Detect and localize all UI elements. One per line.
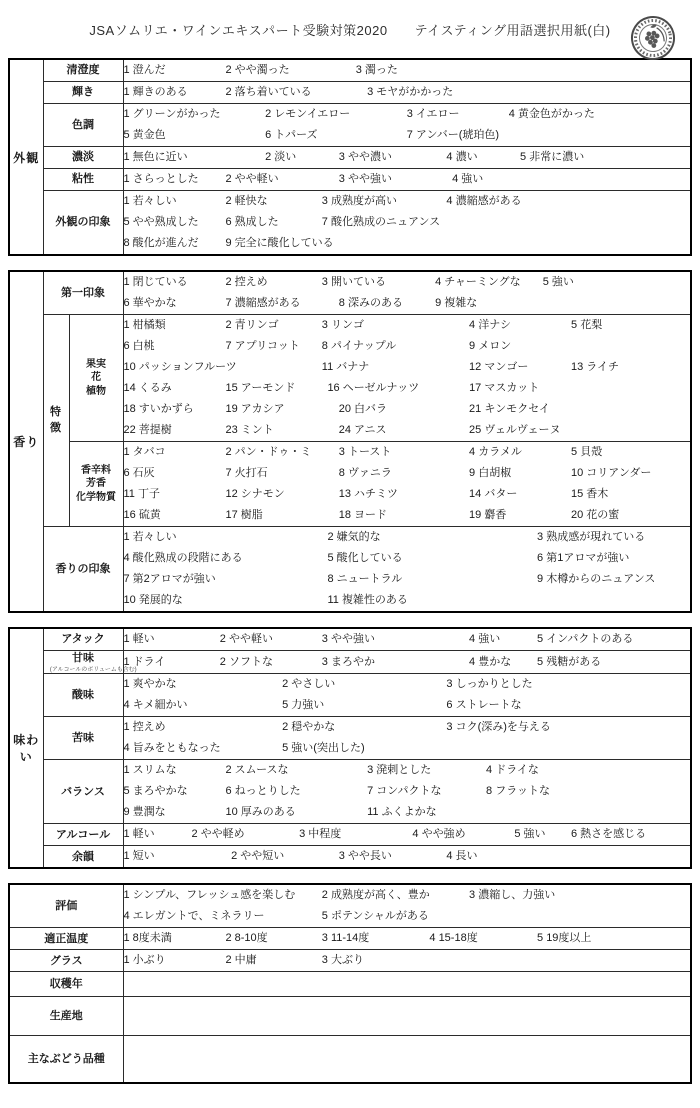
option-line (124, 695, 691, 716)
row-label (43, 147, 123, 169)
option-line (124, 315, 691, 336)
table-row (9, 191, 691, 256)
option-line (124, 212, 691, 233)
row-label (43, 527, 123, 613)
term-option[interactable]: 3 やや長い (338, 850, 392, 863)
term-option[interactable]: 5 貝殻 (571, 446, 603, 458)
row-label-text: 主なぶどう品種 (27, 1053, 105, 1066)
term-option[interactable]: 5 力強い (282, 699, 325, 712)
term-option[interactable]: 9 豊潤な (123, 806, 166, 819)
term-option[interactable]: 1 軽い (123, 828, 155, 841)
row-label-text: 清澄度 (66, 64, 100, 77)
row-label (43, 760, 123, 824)
options-cell (123, 271, 691, 315)
row-label-text: 外観の印象 (55, 216, 111, 229)
term-option[interactable]: 5 花梨 (571, 319, 603, 331)
term-option[interactable]: 17 樹脂 (225, 509, 263, 521)
term-option[interactable]: 19 アカシア (225, 403, 285, 415)
blank-write-in-field[interactable] (123, 997, 691, 1036)
term-option[interactable]: 5 まろやかな (123, 785, 188, 798)
term-option[interactable]: 5 やや熟成した (123, 216, 199, 228)
term-option[interactable]: 1 澄んだ (123, 64, 166, 76)
row-label-text: 酸味 (72, 689, 94, 702)
term-option[interactable]: 3 11-14度 (321, 932, 370, 945)
term-option[interactable]: 3 コク(深み)を与える (446, 721, 551, 734)
option-line (124, 125, 691, 146)
term-option[interactable]: 2 やや軽い (219, 633, 273, 645)
term-option[interactable]: 23 ミント (225, 424, 274, 436)
term-option[interactable]: 8 酸化が進んだ (123, 237, 199, 249)
term-option[interactable]: 2 ソフトな (219, 655, 273, 668)
options-cell (123, 527, 691, 613)
term-option[interactable]: 11 丁子 (123, 488, 160, 500)
term-option[interactable]: 2 やさしい (282, 678, 336, 691)
option-line (124, 629, 691, 650)
term-option[interactable]: 10 発展的な (123, 594, 183, 606)
option-line (124, 950, 691, 971)
table-row (9, 950, 691, 972)
table-row (9, 846, 691, 869)
sub-row-label: 香辛料 芳香 化学物質 (69, 442, 123, 527)
option-line (124, 442, 691, 463)
option-line (124, 463, 691, 484)
term-option[interactable]: 8 ニュートラル (327, 573, 403, 585)
taste-table (8, 627, 692, 869)
term-option[interactable]: 1 ドライ (123, 655, 166, 668)
term-option[interactable]: 2 控えめ (225, 276, 268, 288)
term-option[interactable]: 11 ふくよかな (367, 806, 437, 819)
term-option[interactable]: 16 硫黄 (123, 509, 161, 521)
term-option[interactable]: 7 濃縮感がある (225, 297, 301, 309)
row-label-text: アルコール (55, 828, 111, 841)
term-option[interactable]: 4 カラメル (469, 446, 522, 458)
row-label-text: 粘性 (72, 173, 94, 186)
term-option[interactable]: 1 無色に近い (123, 151, 188, 163)
table-row (9, 104, 691, 147)
options-cell (123, 169, 691, 191)
option-line (124, 293, 691, 314)
option-line (124, 846, 691, 867)
table-row (9, 972, 691, 997)
term-option[interactable]: 7 アプリコット (225, 340, 300, 352)
option-line (124, 399, 691, 420)
table-row (9, 628, 691, 651)
term-option[interactable]: 1 グリーンがかった (123, 108, 221, 120)
term-option[interactable]: 25 ヴェルヴェーヌ (469, 424, 561, 436)
term-option[interactable]: 2 やや短い (231, 850, 285, 863)
row-label (43, 824, 123, 846)
term-option[interactable]: 6 ストレートな (446, 699, 522, 712)
options-cell (123, 674, 691, 717)
row-label (43, 191, 123, 256)
term-option[interactable]: 6 トパーズ (265, 129, 318, 141)
term-option[interactable]: 11 複雑性のある (327, 594, 408, 606)
term-option[interactable]: 12 シナモン (225, 488, 285, 500)
term-option[interactable]: 6 石灰 (123, 467, 155, 479)
term-option[interactable]: 9 メロン (469, 340, 512, 352)
term-option[interactable]: 8 フラットな (486, 785, 551, 798)
academy-seal-logo (628, 12, 678, 64)
table-row (9, 674, 691, 717)
term-option[interactable]: 17 マスカット (469, 382, 540, 394)
option-line (124, 885, 691, 906)
term-option[interactable]: 24 アニス (338, 424, 387, 436)
table-row (9, 169, 691, 191)
term-option[interactable]: 6 白桃 (123, 340, 155, 352)
option-line (124, 569, 691, 590)
term-option[interactable]: 9 白胡椒 (469, 467, 512, 479)
row-label-note: (アルコールのボリュームも含む) (49, 666, 137, 673)
row-label (43, 59, 123, 82)
row-label-text: 第一印象 (61, 286, 105, 299)
term-option[interactable]: 10 厚みのある (225, 806, 296, 819)
option-line (124, 336, 691, 357)
sheet-header (0, 12, 700, 58)
option-line (124, 378, 691, 399)
term-option[interactable]: 20 白バラ (338, 403, 388, 415)
table-row (9, 928, 691, 950)
term-option[interactable]: 6 熟成した (225, 216, 279, 228)
term-option[interactable]: 3 大ぶり (321, 954, 364, 967)
term-option[interactable]: 12 マンゴー (469, 361, 529, 373)
row-label-text: 適正温度 (44, 932, 89, 945)
term-option[interactable]: 3 成熟度が高い (321, 195, 397, 207)
row-label (9, 928, 123, 950)
table-row (9, 271, 691, 315)
option-line (124, 233, 691, 254)
term-option[interactable]: 1 シンプル、フレッシュ感を楽しむ (123, 889, 296, 902)
term-option[interactable]: 2 8-10度 (225, 932, 268, 945)
option-line (124, 420, 691, 441)
term-option[interactable]: 1 タバコ (123, 446, 166, 458)
table-row (9, 315, 691, 442)
term-option[interactable]: 4 強い (469, 633, 501, 645)
term-option[interactable]: 6 熱さを感じる (571, 828, 647, 841)
term-option[interactable]: 2 中庸 (225, 954, 257, 967)
options-cell (123, 651, 691, 674)
row-label (9, 1036, 123, 1084)
term-option[interactable]: 5 19度以上 (537, 932, 592, 945)
row-label-text: 収穫年 (49, 978, 83, 991)
term-option[interactable]: 13 ハチミツ (338, 488, 399, 500)
term-option[interactable]: 8 深みのある (338, 297, 403, 309)
row-label (43, 628, 123, 651)
term-option[interactable]: 3 中程度 (299, 828, 342, 841)
term-option[interactable]: 3 リンゴ (321, 319, 364, 331)
term-option[interactable]: 4 濃い (446, 151, 478, 163)
option-line (124, 674, 691, 695)
term-option[interactable]: 2 嫌気的な (327, 531, 381, 543)
option-line (124, 60, 691, 81)
option-line (124, 104, 691, 125)
row-label (43, 169, 123, 191)
term-option[interactable]: 1 さらっとした (123, 173, 199, 185)
term-option[interactable]: 3 まろやか (321, 655, 375, 668)
page-title: JSAソムリエ・ワインエキスパート受験対策2020 テイスティング用語選択用紙(白) (89, 23, 611, 38)
table-row (9, 717, 691, 760)
term-option[interactable]: 1 閉じている (123, 276, 188, 288)
conclusion-table (8, 883, 692, 1084)
option-line (124, 191, 691, 212)
table-row (9, 760, 691, 824)
term-option[interactable]: 1 8度未満 (123, 932, 172, 945)
term-option[interactable]: 2 レモンイエロー (265, 108, 351, 120)
row-label-text: 濃淡 (72, 151, 94, 164)
options-cell (123, 82, 691, 104)
option-line (124, 781, 691, 802)
row-label-text: アタック (61, 633, 105, 646)
option-line (124, 505, 691, 526)
table-row (9, 884, 691, 928)
option-line (124, 802, 691, 823)
term-option[interactable]: 19 麝香 (469, 509, 507, 521)
option-line (124, 590, 691, 611)
term-option[interactable]: 5 インパクトのある (537, 633, 634, 645)
term-option[interactable]: 3 モヤがかかった (367, 86, 454, 98)
section-label: 外観 (9, 59, 43, 255)
term-option[interactable]: 7 火打石 (225, 467, 268, 479)
term-option[interactable]: 4 やや強め (412, 828, 466, 841)
appearance-table (8, 58, 692, 256)
term-option[interactable]: 7 コンパクトな (367, 785, 442, 798)
term-option[interactable]: 1 柑橘類 (123, 319, 166, 331)
option-line (124, 82, 691, 103)
row-label (9, 884, 123, 928)
term-option[interactable]: 1 小ぶり (123, 954, 166, 967)
term-option[interactable]: 7 アンバー(琥珀色) (406, 129, 500, 141)
term-option[interactable]: 3 やや強い (321, 633, 375, 645)
term-option[interactable]: 10 パッションフルーツ (123, 361, 237, 373)
table-row (9, 651, 691, 674)
row-label-text: 香りの印象 (55, 562, 111, 575)
option-line (124, 652, 691, 673)
term-option[interactable]: 11 バナナ (321, 361, 370, 373)
term-option[interactable]: 4 長い (446, 850, 478, 863)
term-option[interactable]: 15 アーモンド (225, 382, 296, 394)
options-cell (123, 315, 691, 442)
sub-row-label: 果実 花 植物 (69, 315, 123, 442)
term-option[interactable]: 3 やや強い (338, 173, 392, 185)
option-line (124, 738, 691, 759)
term-option[interactable]: 4 旨みをともなった (123, 742, 221, 755)
term-option[interactable]: 9 木樽からのニュアンス (537, 573, 656, 585)
options-cell (123, 928, 691, 950)
term-option[interactable]: 1 若々しい (123, 531, 177, 543)
table-row (9, 147, 691, 169)
term-option[interactable]: 6 第1アロマが強い (537, 552, 630, 564)
option-line (124, 824, 691, 845)
row-label-text: 甘味 (72, 652, 94, 664)
options-cell (123, 846, 691, 869)
term-option[interactable]: 15 香木 (571, 488, 609, 500)
table-row (9, 824, 691, 846)
term-option[interactable]: 21 キンモクセイ (469, 403, 550, 415)
option-line (124, 928, 691, 949)
term-option[interactable]: 18 すいかずら (123, 403, 194, 415)
term-option[interactable]: 2 パン・ドゥ・ミ (225, 446, 312, 458)
term-option[interactable]: 3 濃縮し、力強い (469, 889, 556, 902)
term-option[interactable]: 13 ライチ (571, 361, 619, 373)
option-line (124, 169, 691, 190)
blank-write-in-field[interactable] (123, 1036, 691, 1084)
option-line (124, 760, 691, 781)
term-option[interactable]: 1 若々しい (123, 195, 177, 207)
section-label: 味わい (9, 628, 43, 868)
term-option[interactable]: 2 軽快な (225, 195, 268, 207)
term-option[interactable]: 5 強い (514, 828, 546, 841)
row-label-text: 輝き (72, 86, 94, 99)
term-option[interactable]: 4 エレガントで、ミネラリー (123, 910, 265, 923)
options-cell (123, 104, 691, 147)
options-cell (123, 884, 691, 928)
term-option[interactable]: 2 穏やかな (282, 721, 336, 734)
table-row (9, 59, 691, 82)
row-label (43, 82, 123, 104)
term-option[interactable]: 4 ドライな (486, 764, 539, 777)
term-option[interactable]: 18 ヨード (338, 509, 388, 521)
term-option[interactable]: 2 やや軽め (191, 828, 245, 841)
table-row (9, 997, 691, 1036)
term-option[interactable]: 4 チャーミングな (435, 276, 521, 288)
term-option[interactable]: 1 控えめ (123, 721, 166, 734)
term-option[interactable]: 3 トースト (338, 446, 392, 458)
row-label (9, 997, 123, 1036)
term-option[interactable]: 5 強い (542, 276, 574, 288)
term-option[interactable]: 4 豊かな (469, 655, 512, 668)
term-option[interactable]: 4 15-18度 (429, 932, 478, 945)
option-line (124, 357, 691, 378)
options-cell (123, 760, 691, 824)
term-option[interactable]: 1 軽い (123, 633, 155, 645)
term-option[interactable]: 1 爽やかな (123, 678, 177, 691)
term-option[interactable]: 9 完全に酸化している (225, 237, 334, 249)
term-option[interactable]: 5 酸化している (327, 552, 403, 564)
row-label (9, 972, 123, 997)
term-option[interactable]: 3 しっかりとした (446, 678, 533, 691)
term-option[interactable]: 5 残糖がある (537, 655, 602, 668)
term-option[interactable]: 5 黄金色 (123, 129, 166, 141)
term-option[interactable]: 9 複雑な (435, 297, 478, 309)
term-option[interactable]: 5 強い(突出した) (282, 742, 365, 755)
term-option[interactable]: 2 やや軽い (225, 173, 279, 185)
term-option[interactable]: 1 輝きのある (123, 86, 188, 98)
table-row (9, 1036, 691, 1084)
term-option[interactable]: 7 酸化熟成のニュアンス (321, 216, 441, 228)
options-cell (123, 824, 691, 846)
term-option[interactable]: 3 イエロー (406, 108, 460, 120)
table-row (9, 82, 691, 104)
options-cell (123, 950, 691, 972)
blank-write-in-field[interactable] (123, 972, 691, 997)
option-line (124, 527, 691, 548)
term-option[interactable]: 4 キメ細かい (123, 699, 188, 712)
term-option[interactable]: 2 スムースな (225, 764, 289, 777)
term-option[interactable]: 8 パイナップル (321, 340, 397, 352)
term-option[interactable]: 2 淡い (265, 151, 297, 163)
row-label-text: グラス (49, 954, 83, 967)
term-option[interactable]: 8 ヴァニラ (338, 467, 392, 479)
options-cell (123, 147, 691, 169)
options-cell (123, 191, 691, 256)
term-option[interactable]: 2 成熟度が高く、豊か (321, 889, 430, 902)
term-option[interactable]: 6 ねっとりした (225, 785, 301, 798)
row-label (43, 651, 137, 674)
row-label-text: バランス (61, 785, 105, 798)
options-cell (123, 628, 691, 651)
row-label (9, 950, 123, 972)
term-option[interactable]: 2 やや濁った (225, 64, 290, 76)
term-option[interactable]: 3 開いている (321, 276, 386, 288)
term-option[interactable]: 7 第2アロマが強い (123, 573, 216, 585)
row-label: 特 徴 (43, 315, 69, 527)
term-option[interactable]: 3 濁った (355, 64, 398, 76)
option-line (124, 272, 691, 293)
options-cell (123, 59, 691, 82)
row-label (43, 104, 123, 147)
row-label-text: 色調 (72, 118, 94, 131)
term-option[interactable]: 22 菩提樹 (123, 424, 172, 436)
option-line (124, 147, 691, 168)
term-option[interactable]: 3 溌剌とした (367, 764, 432, 777)
term-option[interactable]: 5 ポテンシャルがある (321, 910, 429, 923)
options-cell (123, 717, 691, 760)
term-option[interactable]: 14 バター (469, 488, 518, 500)
term-option[interactable]: 6 華やかな (123, 297, 177, 309)
term-option[interactable]: 4 洋ナシ (469, 319, 512, 331)
row-label-text: 評価 (55, 900, 78, 913)
term-option[interactable]: 16 ヘーゼルナッツ (327, 382, 420, 394)
section-label: 香り (9, 271, 43, 612)
term-option[interactable]: 5 非常に濃い (520, 151, 585, 163)
term-option[interactable]: 2 青リンゴ (225, 319, 279, 331)
table-row (9, 442, 691, 527)
term-option[interactable]: 20 花の蜜 (571, 509, 620, 521)
options-cell (123, 442, 691, 527)
term-option[interactable]: 2 落ち着いている (225, 86, 312, 98)
term-option[interactable]: 3 やや濃い (338, 151, 392, 163)
term-option[interactable]: 1 スリムな (123, 764, 177, 777)
term-option[interactable]: 4 強い (452, 173, 484, 185)
option-line (124, 548, 691, 569)
option-line (124, 484, 691, 505)
row-label (43, 846, 123, 869)
row-label (43, 271, 123, 315)
term-option[interactable]: 10 コリアンダー (571, 467, 652, 479)
row-label-text: 余韻 (72, 850, 94, 863)
option-line (124, 717, 691, 738)
term-option[interactable]: 4 酸化熟成の段階にある (123, 552, 243, 564)
term-option[interactable]: 14 くるみ (123, 382, 172, 394)
table-row (9, 527, 691, 613)
term-option[interactable]: 4 濃縮感がある (446, 195, 522, 207)
row-label (43, 717, 123, 760)
row-label-text: 生産地 (49, 1010, 83, 1023)
term-option[interactable]: 1 短い (123, 850, 155, 863)
aroma-table (8, 270, 692, 613)
term-option[interactable]: 3 熟成感が現れている (537, 531, 646, 543)
term-option[interactable]: 4 黄金色がかった (508, 108, 595, 120)
option-line (124, 906, 691, 927)
row-label-text: 苦味 (72, 732, 94, 745)
row-label (43, 674, 123, 717)
